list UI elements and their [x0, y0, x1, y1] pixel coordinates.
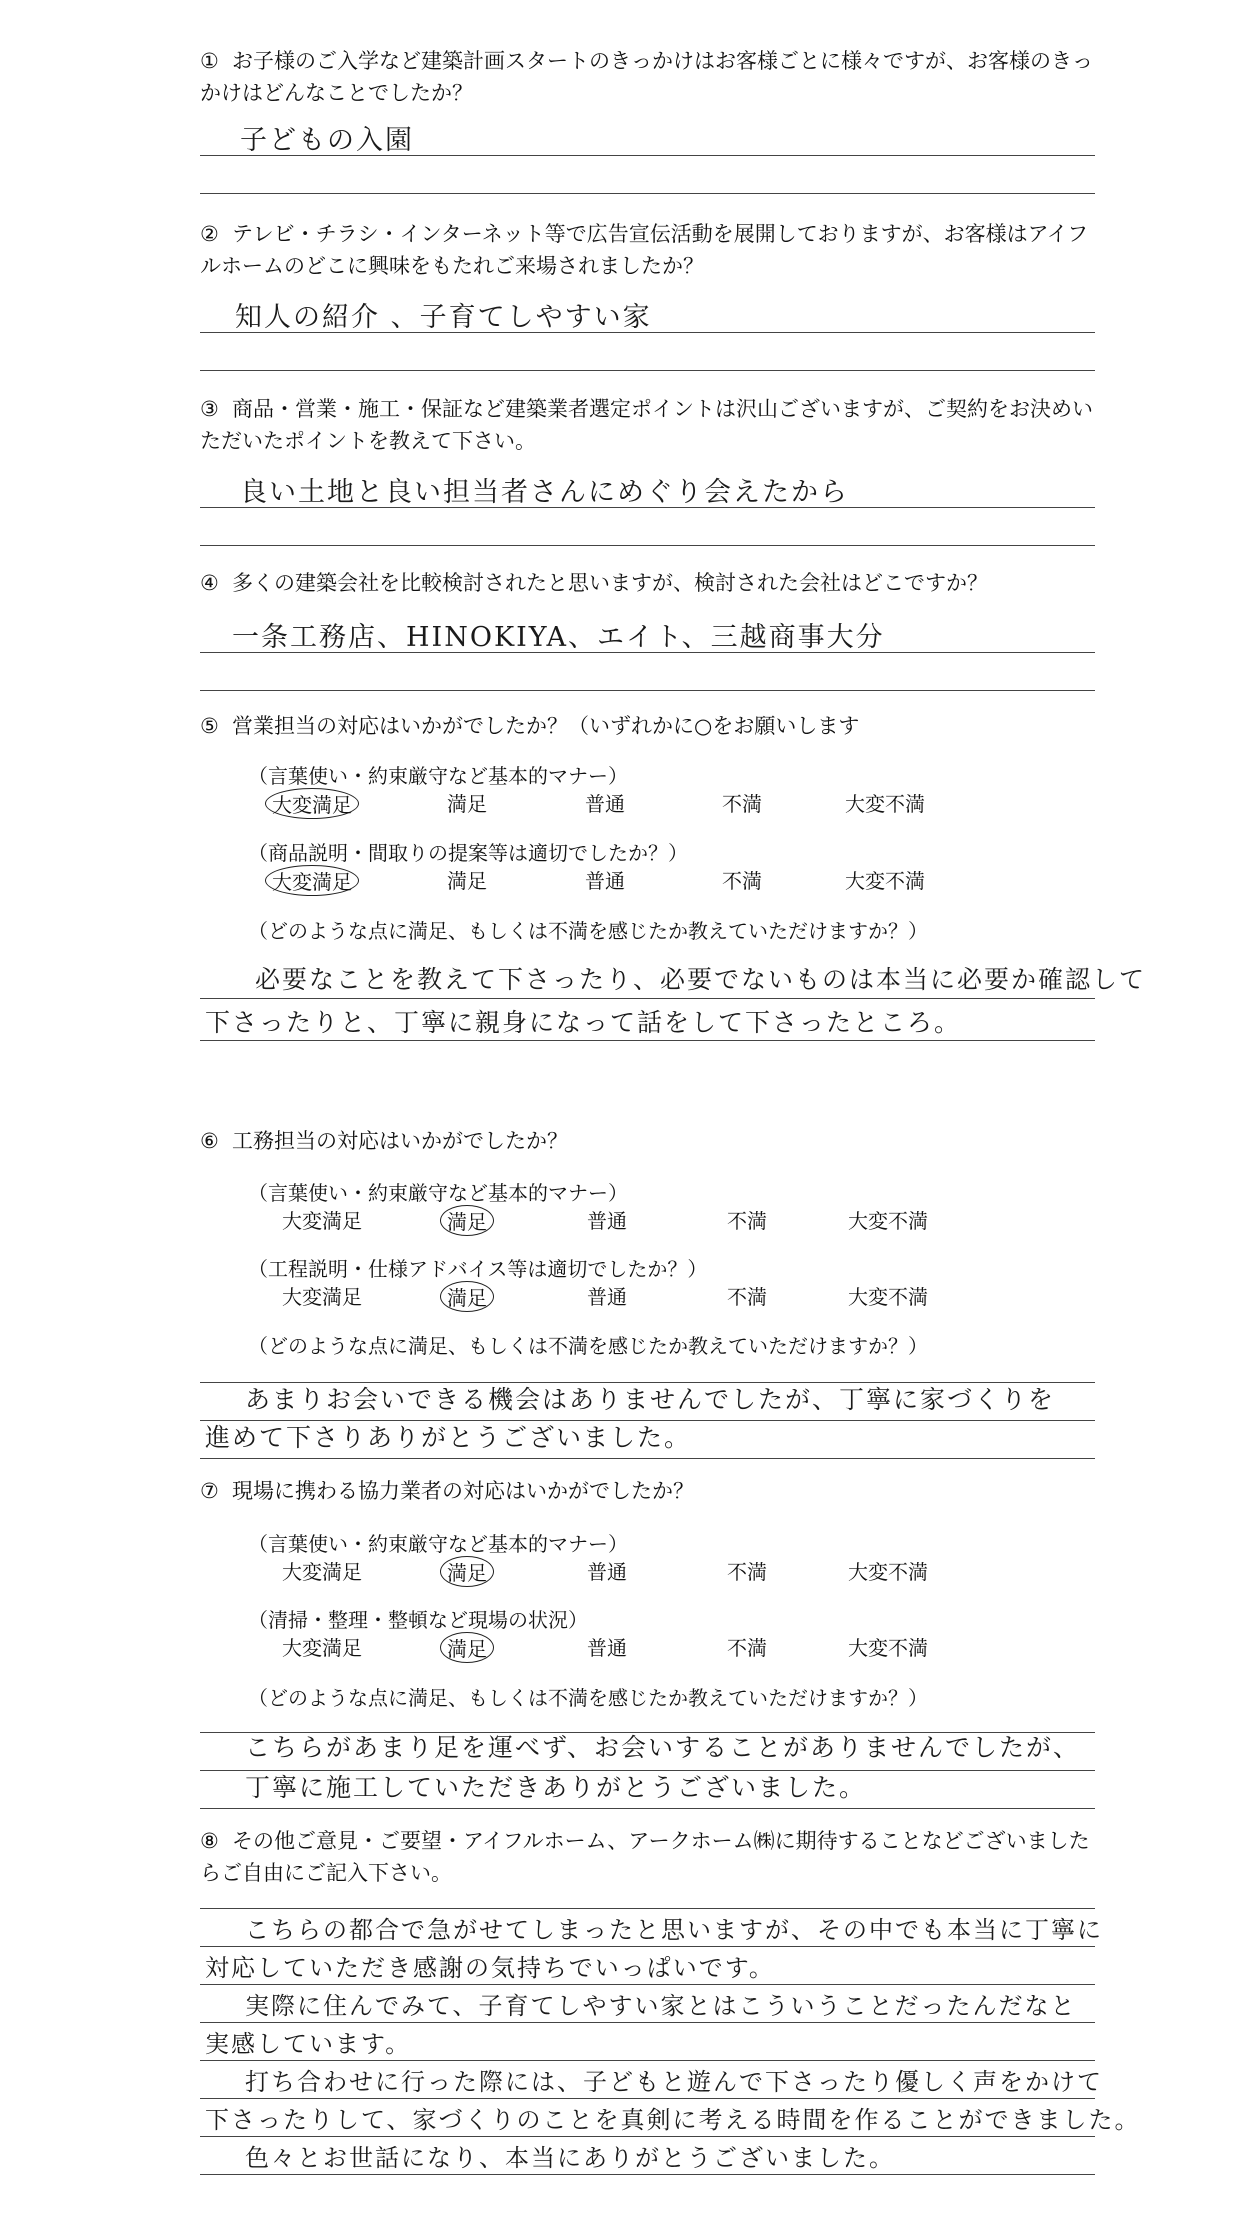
answer-line	[200, 2136, 1095, 2137]
q6-sub1-option-3[interactable]: 普通	[587, 1209, 627, 1233]
q7-sub2-label: （清掃・整理・整頓など現場の状況）	[248, 1608, 588, 1632]
q5-sub1-option-1[interactable]: 大変満足	[265, 788, 359, 819]
answer-line	[200, 2174, 1095, 2175]
question-number: ④	[200, 571, 219, 595]
answer-line	[200, 2098, 1095, 2099]
answer-8-line-3: 実際に住んでみて、子育てしやすい家とはこういうことだったんだなと	[245, 1992, 1077, 2020]
answer-line	[200, 1770, 1095, 1771]
answer-5-line-2: 下さったりと、丁寧に親身になって話をして下さったところ。	[205, 1008, 962, 1037]
question-number: ⑤	[200, 714, 219, 738]
q5-sub1-option-3[interactable]: 普通	[585, 792, 625, 816]
answer-8-line-7: 色々とお世話になり、本当にありがとうございました。	[245, 2144, 895, 2172]
question-number: ⑥	[200, 1129, 219, 1153]
answer-8-line-4: 実感しています。	[205, 2030, 412, 2058]
q7-sub2-option-5[interactable]: 大変不満	[848, 1636, 928, 1660]
answer-line	[200, 332, 1095, 333]
answer-8-line-6: 下さったりして、家づくりのことを真剣に考える時間を作ることができました。	[205, 2106, 1141, 2134]
q7-reason-prompt: （どのような点に満足、もしくは不満を感じたか教えていただけますか？）	[248, 1686, 928, 1710]
answer-line	[200, 998, 1095, 999]
question-text: 営業担当の対応はいかがでしたか？（いずれかに○をお願いします	[232, 714, 860, 738]
answer-line	[200, 155, 1095, 156]
question-text: 商品・営業・施工・保証など建築業者選定ポイントは沢山ございますが、ご契約をお決めいただいたポイントを教えて下さい。	[200, 397, 1093, 453]
answer-5-line-1: 必要なことを教えて下さったり、必要でないものは本当に必要か確認して	[255, 965, 1147, 994]
question-number: ⑦	[200, 1479, 219, 1503]
answer-8-line-1: こちらの都合で急がせてしまったと思いますが、その中でも本当に丁寧に	[245, 1916, 1103, 1944]
q6-sub2-option-1[interactable]: 大変満足	[282, 1285, 362, 1309]
answer-line	[200, 370, 1095, 371]
q6-sub2-option-4[interactable]: 不満	[727, 1285, 767, 1309]
answer-line	[200, 652, 1095, 653]
q7-sub1-option-2[interactable]: 満足	[440, 1556, 494, 1587]
answer-line	[200, 1908, 1095, 1909]
q5-sub2-option-2[interactable]: 満足	[447, 869, 487, 893]
answer-line	[200, 507, 1095, 508]
question-text: 現場に携わる協力業者の対応はいかがでしたか？	[232, 1479, 694, 1503]
answer-8-line-5: 打ち合わせに行った際には、子どもと遊んで下さったり優しく声をかけて	[245, 2068, 1103, 2096]
q7-sub1-option-1[interactable]: 大変満足	[282, 1560, 362, 1584]
question-text: 多くの建築会社を比較検討されたと思いますが、検討された会社はどこですか？	[232, 571, 988, 595]
question-2	[200, 218, 1100, 282]
q5-sub2-option-1[interactable]: 大変満足	[265, 865, 359, 896]
question-number: ②	[200, 222, 219, 246]
answer-6-line-1: あまりお会いできる機会はありませんでしたが、丁寧に家づくりを	[245, 1385, 1056, 1414]
question-text: 工務担当の対応はいかがでしたか？	[232, 1129, 568, 1153]
q6-sub1-option-4[interactable]: 不満	[727, 1209, 767, 1233]
answer-line	[200, 1382, 1095, 1383]
answer-line	[200, 1458, 1095, 1459]
q6-sub1-option-2[interactable]: 満足	[440, 1205, 494, 1236]
q5-sub2-option-4[interactable]: 不満	[722, 869, 762, 893]
question-4	[200, 567, 1100, 599]
q7-sub2-option-4[interactable]: 不満	[727, 1636, 767, 1660]
q7-sub1-label: （言葉使い・約束厳守など基本的マナー）	[248, 1532, 628, 1556]
q5-sub1-label: （言葉使い・約束厳守など基本的マナー）	[248, 764, 628, 788]
answer-3-line-1: 良い土地と良い担当者さんにめぐり会えたから	[240, 477, 849, 508]
q7-sub2-option-3[interactable]: 普通	[587, 1636, 627, 1660]
question-8	[200, 1825, 1100, 1889]
answer-line	[200, 1732, 1095, 1733]
q6-sub2-option-2[interactable]: 満足	[440, 1281, 494, 1312]
q6-reason-prompt: （どのような点に満足、もしくは不満を感じたか教えていただけますか？）	[248, 1334, 928, 1358]
answer-6-line-2: 進めて下さりありがとうございました。	[205, 1423, 692, 1452]
answer-8-line-2: 対応していただき感謝の気持ちでいっぱいです。	[205, 1954, 775, 1982]
answer-1-line-1: 子どもの入園	[240, 125, 414, 156]
answer-line	[200, 690, 1095, 691]
q7-sub1-option-3[interactable]: 普通	[587, 1560, 627, 1584]
answer-line	[200, 1808, 1095, 1809]
question-number: ①	[200, 49, 219, 73]
question-5	[200, 710, 1100, 742]
answer-line	[200, 193, 1095, 194]
answer-line	[200, 2060, 1095, 2061]
question-number: ③	[200, 397, 219, 421]
answer-line	[200, 1946, 1095, 1947]
answer-7-line-1: こちらがあまり足を運べず、お会いすることがありませんでしたが、	[245, 1733, 1081, 1762]
answer-2-line-1: 知人の紹介 、子育てしやすい家	[235, 302, 652, 333]
answer-line	[200, 1984, 1095, 1985]
q6-sub2-option-5[interactable]: 大変不満	[848, 1285, 928, 1309]
answer-7-line-2: 丁寧に施工していただきありがとうございました。	[245, 1773, 867, 1802]
q5-reason-prompt: （どのような点に満足、もしくは不満を感じたか教えていただけますか？）	[248, 919, 928, 943]
q6-sub1-label: （言葉使い・約束厳守など基本的マナー）	[248, 1181, 628, 1205]
q5-sub2-option-3[interactable]: 普通	[585, 869, 625, 893]
q7-sub1-option-4[interactable]: 不満	[727, 1560, 767, 1584]
answer-line	[200, 545, 1095, 546]
q7-sub2-option-1[interactable]: 大変満足	[282, 1636, 362, 1660]
q7-sub1-option-5[interactable]: 大変不満	[848, 1560, 928, 1584]
q6-sub1-option-5[interactable]: 大変不満	[848, 1209, 928, 1233]
question-text: その他ご意見・ご要望・アイフルホーム、アークホーム㈱に期待することなどございましたらご自由にご記入下さい。	[200, 1829, 1090, 1885]
q6-sub2-label: （工程説明・仕様アドバイス等は適切でしたか？）	[248, 1257, 708, 1281]
q5-sub2-option-5[interactable]: 大変不満	[845, 869, 925, 893]
question-number: ⑧	[200, 1829, 219, 1853]
question-text: お子様のご入学など建築計画スタートのきっかけはお客様ごとに様々ですが、お客様のきっかけはどんなことでしたか？	[200, 49, 1093, 105]
q5-sub1-option-2[interactable]: 満足	[447, 792, 487, 816]
answer-line	[200, 2022, 1095, 2023]
q5-sub2-label: （商品説明・間取りの提案等は適切でしたか？）	[248, 841, 688, 865]
answer-line	[200, 1420, 1095, 1421]
question-6	[200, 1125, 1100, 1157]
question-1	[200, 45, 1100, 109]
question-text: テレビ・チラシ・インターネット等で広告宣伝活動を展開しておりますが、お客様はアイフルホームのどこに興味をもたれご来場されましたか？	[200, 222, 1089, 278]
q6-sub2-option-3[interactable]: 普通	[587, 1285, 627, 1309]
question-3	[200, 393, 1100, 457]
q7-sub2-option-2[interactable]: 満足	[440, 1632, 494, 1663]
q5-sub1-option-4[interactable]: 不満	[722, 792, 762, 816]
question-7	[200, 1475, 1100, 1507]
q5-sub1-option-5[interactable]: 大変不満	[845, 792, 925, 816]
q6-sub1-option-1[interactable]: 大変満足	[282, 1209, 362, 1233]
answer-line	[200, 1040, 1095, 1041]
answer-4-line-1: 一条工務店、HINOKIYA、エイト、三越商事大分	[232, 622, 885, 653]
